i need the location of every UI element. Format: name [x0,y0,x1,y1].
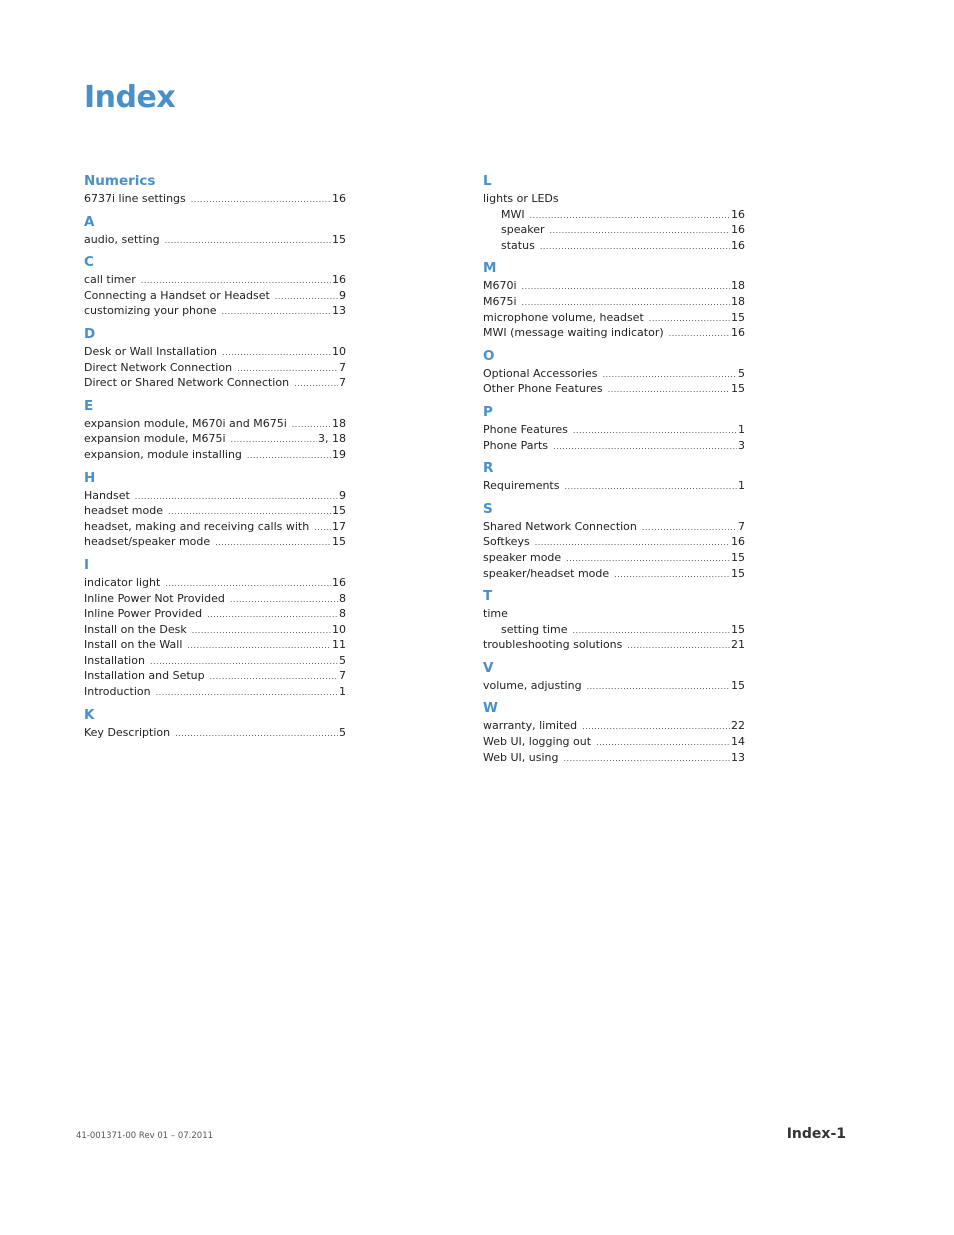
index-entry [483,294,745,310]
index-entry [483,478,745,494]
dot-leader [215,535,331,550]
entry-page-number: 19 [332,447,346,461]
dot-leader [602,367,737,382]
index-entry [483,438,745,454]
section-heading: C [84,254,94,271]
index-section [84,470,346,550]
entry-label: lights or LEDs [483,192,559,205]
dot-leader [230,592,338,607]
entry-label: M675i [483,294,517,308]
entry-label: Key Description [84,725,171,739]
dot-leader [596,735,730,750]
index-section [483,260,745,340]
entry-page-number: 17 [332,519,346,533]
entry-label: Phone Features [483,422,568,436]
index-entry [84,653,346,669]
entry-page-number: 8 [339,591,346,605]
entry-label: speaker [501,223,545,237]
dot-leader [192,623,331,638]
dot-leader [231,432,317,447]
index-entry [483,718,745,734]
entry-page-number: 3 [738,438,745,452]
entry-label: Install on the Desk [84,622,187,636]
dot-leader [649,311,730,326]
entry-label: Inline Power Not Provided [84,591,225,605]
document-id: 41-001371-00 Rev 01 – 07.2011 [76,1131,214,1141]
entry-page-number: 16 [731,326,745,340]
entry-page-number: 7 [738,519,745,533]
index-entry [84,288,346,304]
entry-label: Phone Parts [483,438,549,452]
index-section [483,660,745,694]
dot-leader [550,223,731,238]
section-heading: A [84,213,95,230]
index-section [84,173,346,207]
page-number: Index-1 [786,1126,846,1142]
entry-label: Connecting a Handset or Headset [84,288,270,302]
index-section [84,326,346,391]
index-entry [84,637,346,653]
dot-leader [522,295,730,310]
dot-leader [627,638,730,653]
dot-leader [642,520,737,535]
entry-label: Requirements [483,479,560,493]
dot-leader [222,345,331,360]
index-entry [483,325,745,341]
index-section [483,460,745,494]
entry-page-number: 5 [738,366,745,380]
entry-label: status [501,238,535,252]
index-column-right [483,173,745,772]
entry-page-number: 16 [731,238,745,252]
entry-page-number: 18 [731,294,745,308]
entry-page-number: 14 [731,735,745,749]
entry-page-number: 21 [731,638,745,652]
entry-label: audio, setting [84,232,160,246]
index-section [483,173,745,253]
section-heading: S [483,500,493,517]
dot-leader [530,208,730,223]
section-heading: O [483,347,495,364]
entry-label: 6737i line settings [84,192,186,205]
entry-label: Web UI, using [483,750,559,764]
entry-label: setting time [501,622,568,636]
dot-leader [237,361,338,376]
section-heading: L [483,173,492,189]
entry-label: Softkeys [483,535,530,549]
dot-leader [135,489,338,504]
index-section [483,404,745,453]
entry-page-number: 15 [731,550,745,564]
entry-page-number: 16 [332,575,346,589]
index-entry [483,550,745,566]
index-entry [84,303,346,319]
entry-label: speaker/headset mode [483,566,610,580]
entry-label: call timer [84,273,136,287]
entry-label: expansion module, M675i [84,432,226,446]
entry-page-number: 1 [339,685,346,699]
index-section [84,557,346,700]
dot-leader [522,279,730,294]
entry-page-number: 9 [339,288,346,302]
entry-page-number: 22 [731,719,745,733]
entry-page-number: 15 [731,678,745,692]
entry-page-number: 15 [731,382,745,396]
entry-label: Direct or Shared Network Connection [84,376,290,390]
dot-leader [553,439,737,454]
page-title: Index [84,80,176,115]
index-entry [84,606,346,622]
entry-page-number: 16 [332,192,346,205]
index-entry [84,360,346,376]
dot-leader [294,376,338,391]
entry-label: warranty, limited [483,719,578,733]
entry-page-number: 7 [339,376,346,390]
index-section [483,700,745,765]
entry-page-number: 16 [731,207,745,221]
entry-label: Install on the Wall [84,638,183,652]
dot-leader [165,576,331,591]
section-heading: R [483,460,494,477]
index-subentry [483,222,745,238]
section-heading: M [483,260,497,277]
entry-label: Optional Accessories [483,366,598,380]
section-heading: Numerics [84,173,156,189]
section-heading: W [483,700,498,717]
entry-label: Inline Power Provided [84,607,203,621]
dot-leader [292,417,331,432]
dot-leader [582,719,730,734]
dot-leader [573,423,737,438]
index-subentry [483,207,745,223]
index-section [84,254,346,319]
entry-page-number: 15 [731,622,745,636]
entry-label: speaker mode [483,550,562,564]
dot-leader [141,273,331,288]
index-entry [483,422,745,438]
index-entry [483,310,745,326]
index-subentry [483,622,745,638]
entry-label: M670i [483,279,517,293]
index-entry [483,191,745,207]
index-entry [483,534,745,550]
dot-leader [587,679,730,694]
entry-label: MWI (message waiting indicator) [483,326,664,340]
index-entry [84,575,346,591]
entry-page-number: 15 [731,310,745,324]
index-entry [84,416,346,432]
dot-leader [566,551,730,566]
index-section [483,348,745,397]
section-heading: E [84,397,94,414]
index-entry [84,684,346,700]
index-entry [84,344,346,360]
entry-label: time [483,607,508,621]
dot-leader [168,504,331,519]
index-entry [84,534,346,550]
entry-label: indicator light [84,575,161,589]
entry-page-number: 18 [332,416,346,430]
index-section [483,501,745,581]
index-entry [84,668,346,684]
dot-leader [156,685,338,700]
index-entry [84,519,346,535]
entry-label: customizing your phone [84,304,217,318]
entry-label: troubleshooting solutions [483,638,623,652]
dot-leader [191,192,331,207]
dot-leader [572,623,730,638]
entry-page-number: 13 [332,304,346,318]
entry-page-number: 16 [332,273,346,287]
dot-leader [222,304,332,319]
index-entry [84,725,346,741]
dot-leader [314,520,331,535]
dot-leader [175,726,338,741]
entry-label: headset/speaker mode [84,535,211,549]
entry-label: expansion module, M670i and M675i [84,416,287,430]
index-section [84,214,346,248]
entry-page-number: 10 [332,344,346,358]
section-heading: D [84,325,96,342]
index-entry [483,750,745,766]
index-entry [84,375,346,391]
index-entry [84,191,346,207]
entry-label: Desk or Wall Installation [84,344,218,358]
index-entry [483,678,745,694]
entry-label: microphone volume, headset [483,310,644,324]
entry-page-number: 7 [339,360,346,374]
entry-page-number: 11 [332,638,346,652]
dot-leader [540,239,730,254]
section-heading: H [84,469,96,486]
entry-label: Introduction [84,685,151,699]
dot-leader [187,638,331,653]
entry-page-number: 8 [339,607,346,621]
dot-leader [669,326,730,341]
entry-page-number: 10 [332,622,346,636]
section-heading: I [84,556,90,573]
dot-leader [608,382,730,397]
entry-label: volume, adjusting [483,678,582,692]
dot-leader [535,535,730,550]
index-entry [84,431,346,447]
section-heading: P [483,403,493,420]
entry-page-number: 16 [731,223,745,237]
index-subentry [483,238,745,254]
entry-page-number: 13 [731,750,745,764]
index-entry [84,503,346,519]
index-entry [84,488,346,504]
entry-page-number: 18 [731,279,745,293]
index-entry [84,591,346,607]
index-section [84,398,346,463]
dot-leader [563,751,730,766]
dot-leader [564,479,737,494]
dot-leader [150,654,338,669]
dot-leader [275,289,338,304]
index-section [84,707,346,741]
section-heading: T [483,588,493,605]
index-entry [483,278,745,294]
entry-page-number: 15 [332,232,346,246]
dot-leader [247,448,331,463]
entry-page-number: 5 [339,653,346,667]
entry-label: expansion, module installing [84,447,242,461]
entry-page-number: 15 [731,566,745,580]
entry-label: Installation [84,653,145,667]
index-entry [84,622,346,638]
entry-label: Other Phone Features [483,382,603,396]
dot-leader [165,233,331,248]
section-heading: K [84,706,95,723]
entry-page-number: 15 [332,535,346,549]
entry-label: Web UI, logging out [483,735,592,749]
entry-page-number: 1 [738,422,745,436]
index-entry [84,272,346,288]
section-heading: V [483,659,494,676]
entry-label: headset, making and receiving calls with [84,519,310,533]
index-entry [483,606,745,622]
entry-label: MWI [501,207,525,221]
dot-leader [207,607,338,622]
entry-page-number: 3, 18 [318,432,346,446]
index-entry [483,381,745,397]
entry-label: Direct Network Connection [84,360,233,374]
index-entry [483,519,745,535]
index-entry [84,232,346,248]
index-entry [483,734,745,750]
entry-page-number: 16 [731,535,745,549]
entry-page-number: 15 [332,504,346,518]
index-section [483,588,745,653]
entry-label: Installation and Setup [84,669,205,683]
entry-page-number: 1 [738,479,745,493]
index-entry [84,447,346,463]
dot-leader [210,669,338,684]
entry-page-number: 7 [339,669,346,683]
index-entry [483,566,745,582]
entry-page-number: 9 [339,488,346,502]
entry-label: Shared Network Connection [483,519,637,533]
index-entry [483,637,745,653]
entry-page-number: 5 [339,725,346,739]
index-entry [483,366,745,382]
entry-label: Handset [84,488,130,502]
dot-leader [614,567,730,582]
entry-label: headset mode [84,504,163,518]
index-column-left [84,173,346,747]
